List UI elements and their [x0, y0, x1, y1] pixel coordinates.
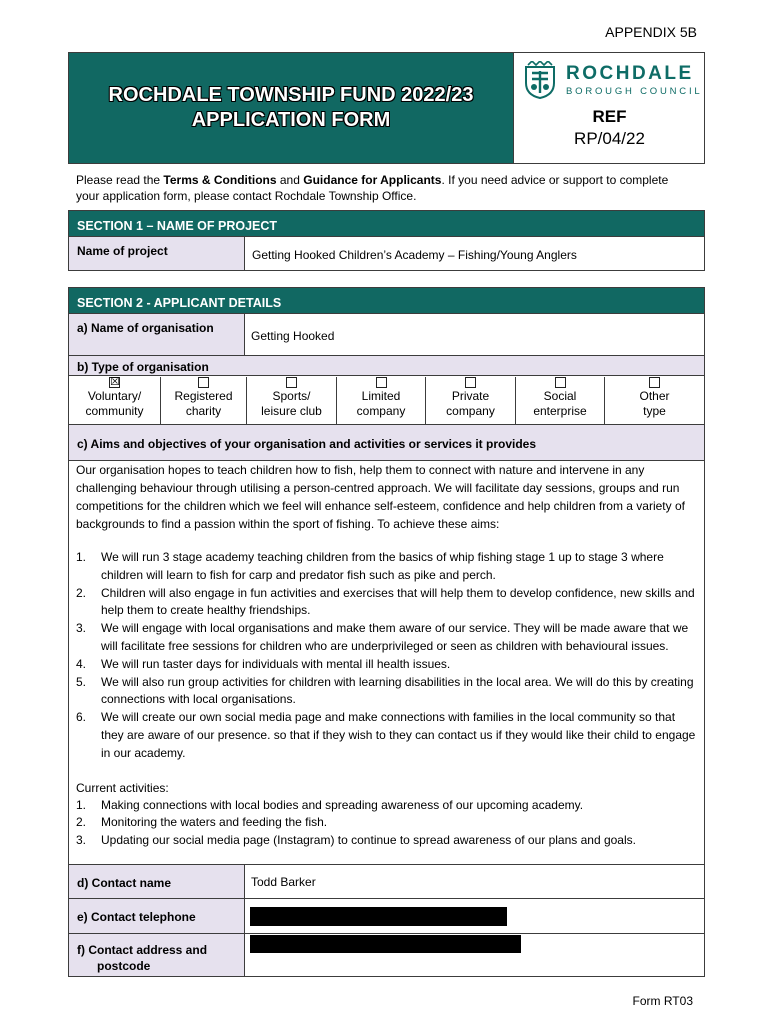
appendix-label: APPENDIX 5B: [605, 24, 697, 40]
intro-part1: Please read the: [76, 173, 164, 187]
form-title-line1: ROCHDALE TOWNSHIP FUND 2022/23: [108, 84, 474, 106]
project-name-value[interactable]: Getting Hooked Children’s Academy – Fishing/Young Anglers: [252, 248, 577, 262]
contact-address-label: [69, 934, 245, 976]
checkbox-icon[interactable]: [649, 377, 660, 388]
aims-label: c) Aims and objectives of your organisation and activities or services it provides: [69, 425, 704, 461]
org-type-line2: leisure club: [261, 404, 322, 418]
org-name-value[interactable]: Getting Hooked: [251, 329, 335, 343]
org-type-line2: type: [643, 404, 666, 418]
checkbox-checked-icon[interactable]: ☒: [110, 376, 120, 388]
aims-list: [76, 549, 698, 763]
council-logo-name: ROCHDALE: [566, 63, 694, 84]
list-item: 6. We will create our own social media page and make connections with families in the local community so that they are aware of our presence. so that if they wish to they can contact us if they would like their child to engage in our academy.: [76, 710, 696, 760]
section1-heading: SECTION 1 – NAME OF PROJECT: [68, 210, 705, 237]
list-item: 3. Updating our social media page (Instagram) to continue to spread awareness of our plans and goals.: [76, 833, 636, 848]
org-type-option[interactable]: [426, 377, 516, 425]
aims-intro: Our organisation hopes to teach children how to fish, help them to connect with nature and intervene in any challenging behaviour through utilising a person-centred approach. We will facilitate day sessions, groups and run competitions for the children which we feel will enhance self-esteem, confidence and help children from a variety of backgrounds to find a passion within the sport of fishing. To achieve these aims:: [76, 463, 685, 531]
form-code: Form RT03: [632, 994, 693, 1008]
org-type-option[interactable]: [605, 377, 704, 425]
org-type-option[interactable]: [161, 377, 247, 425]
org-type-line2: enterprise: [533, 404, 587, 418]
org-type-line1: Limited: [361, 389, 401, 403]
redacted-phone: [250, 907, 507, 926]
aims-content[interactable]: [76, 461, 698, 850]
title-panel: [69, 53, 513, 163]
form-title: [69, 83, 513, 133]
contact-address-label-line2: postcode: [77, 959, 151, 973]
org-type-option[interactable]: [337, 377, 426, 425]
contact-name-label: d) Contact name: [69, 865, 245, 899]
project-name-label: Name of project: [69, 237, 245, 270]
current-activities-list: [76, 797, 698, 850]
intro-part2: and: [276, 173, 304, 187]
org-type-option[interactable]: [516, 377, 605, 425]
guidance-link-text: Guidance for Applicants: [303, 173, 442, 187]
org-type-line1: Social: [543, 389, 577, 403]
org-type-line1: Other: [639, 389, 670, 403]
contact-name-value[interactable]: Todd Barker: [251, 875, 316, 889]
contact-address-label-line1: f) Contact address and: [77, 943, 208, 957]
list-item: 1. We will run 3 stage academy teaching children from the basics of whip fishing stage 1 up to stage 3 where children will learn to fish for carp and predator fish such as pike and perch.: [76, 550, 664, 582]
org-type-option[interactable]: [247, 377, 337, 425]
section2-heading: SECTION 2 - APPLICANT DETAILS: [68, 287, 705, 314]
intro-text: [76, 172, 686, 204]
ref-label: REF: [592, 107, 627, 126]
org-type-line1: Voluntary/: [87, 389, 142, 403]
org-type-label: b) Type of organisation: [69, 356, 704, 376]
list-item: 2. Monitoring the waters and feeding the fish.: [76, 815, 328, 830]
checkbox-icon[interactable]: [286, 377, 297, 388]
org-type-line1: Registered: [174, 389, 233, 403]
list-item: 3. We will engage with local organisations and make them aware of our service. They will be made aware that we will facilitate free sessions for children who are underprivileged or seen as children with behavioural issues.: [76, 621, 689, 653]
contact-phone-label: e) Contact telephone: [69, 899, 245, 934]
row-divider: [245, 898, 704, 899]
list-item: 2. Children will also engage in fun activities and exercises that will help them to develop confidence, new skills and help them to create healthy friendships.: [76, 585, 695, 618]
row-divider: [245, 933, 704, 934]
project-name-row: [68, 236, 705, 271]
council-logo-subtitle: BOROUGH COUNCIL: [566, 86, 703, 97]
redacted-address: [250, 935, 521, 953]
org-type-line1: Private: [451, 389, 490, 403]
list-item: 1. Making connections with local bodies and spreading awareness of our upcoming academy.: [76, 797, 584, 812]
org-type-line1: Sports/: [272, 389, 311, 403]
list-item: 4. We will run taster days for individuals with mental ill health issues.: [76, 656, 451, 671]
ref-value: RP/04/22: [574, 129, 645, 148]
list-item: 5. We will also run group activities for children with learning disabilities in the local area. We will do this by creating connections with local organisations.: [76, 674, 694, 707]
org-type-line2: charity: [185, 404, 222, 418]
current-activities-label: Current activities:: [76, 780, 169, 795]
checkbox-icon[interactable]: [198, 377, 209, 388]
terms-link-text: Terms & Conditions: [163, 173, 277, 187]
form-header: [68, 52, 705, 164]
intro-part3: . If you need advice or support to complete your application form, please contact Rochdale Township Office.: [76, 173, 669, 203]
logo-ref-panel: [513, 53, 705, 163]
org-type-option[interactable]: [69, 377, 161, 425]
org-name-label: a) Name of organisation: [69, 314, 245, 356]
checkbox-icon[interactable]: [555, 377, 566, 388]
org-type-line2: community: [85, 404, 144, 418]
checkbox-icon[interactable]: [376, 377, 387, 388]
org-type-line2: company: [446, 404, 495, 418]
council-crest-icon: [522, 61, 558, 99]
checkbox-icon[interactable]: [465, 377, 476, 388]
form-title-line2: APPLICATION FORM: [191, 109, 391, 131]
org-type-line2: company: [356, 404, 406, 418]
